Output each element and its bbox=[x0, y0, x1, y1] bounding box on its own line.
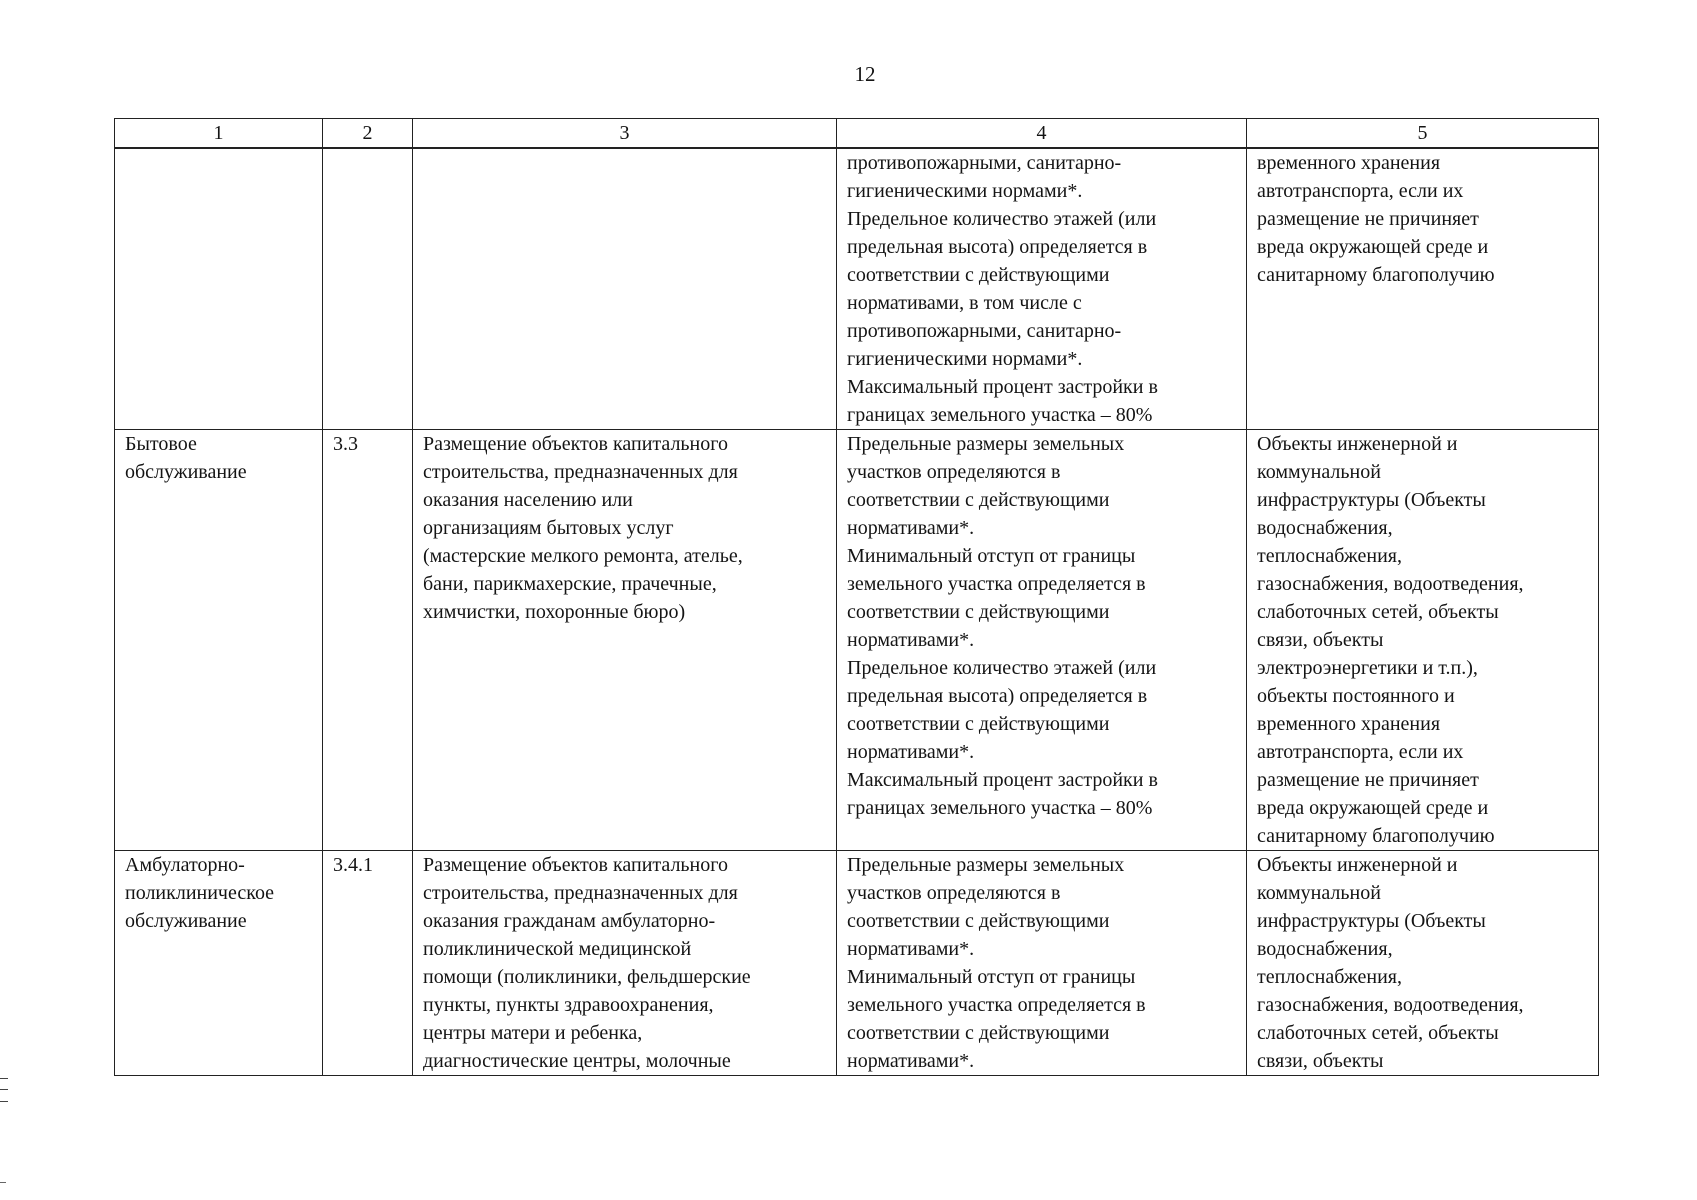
land-use-description-cell bbox=[413, 430, 837, 851]
land-use-name-cell bbox=[115, 148, 323, 430]
text-line: размещение не причиняет bbox=[1257, 208, 1479, 230]
column-header-2: 2 bbox=[323, 119, 413, 149]
land-use-name-cell bbox=[115, 851, 323, 1076]
text-line: бани, парикмахерские, прачечные, bbox=[423, 573, 717, 595]
land-use-description-cell bbox=[413, 851, 837, 1076]
text-line: пункты, пункты здравоохранения, bbox=[423, 994, 714, 1016]
page-number: 12 bbox=[854, 62, 876, 86]
text-line: теплоснабжения, bbox=[1257, 545, 1402, 567]
text-line: противопожарными, санитарно- bbox=[847, 152, 1122, 174]
text-line: строительства, предназначенных для bbox=[423, 461, 738, 483]
text-line: Предельное количество этажей (или bbox=[847, 208, 1157, 230]
text-line: вреда окружающей среде и bbox=[1257, 797, 1489, 819]
text-line: предельная высота) определяется в bbox=[847, 236, 1148, 258]
text-line: земельного участка определяется в bbox=[847, 573, 1146, 595]
text-line: слаботочных сетей, объекты bbox=[1257, 601, 1499, 623]
text-line: коммунальной bbox=[1257, 461, 1381, 483]
text-line: Размещение объектов капитального bbox=[423, 854, 728, 876]
text-line: нормативами, в том числе с bbox=[847, 292, 1082, 314]
text-line: оказания населению или bbox=[423, 489, 633, 511]
text-line: нормативами*. bbox=[847, 741, 975, 763]
text-line: земельного участка определяется в bbox=[847, 994, 1146, 1016]
text-line: вреда окружающей среде и bbox=[1257, 236, 1489, 258]
text-line: размещение не причиняет bbox=[1257, 769, 1479, 791]
scan-margin-dash bbox=[0, 1182, 6, 1183]
text-line: нормативами*. bbox=[847, 629, 975, 651]
text-line: диагностические центры, молочные bbox=[423, 1050, 731, 1072]
text-line: газоснабжения, водоотведения, bbox=[1257, 573, 1524, 595]
text-line: предельная высота) определяется в bbox=[847, 685, 1148, 707]
text-line: границах земельного участка – 80% bbox=[847, 797, 1153, 819]
parameters-cell bbox=[837, 148, 1247, 430]
text-line: помощи (поликлиники, фельдшерские bbox=[423, 966, 751, 988]
text-line: поликлинической медицинской bbox=[423, 938, 692, 960]
text-line: временного хранения bbox=[1257, 152, 1441, 174]
land-use-description-cell bbox=[413, 148, 837, 430]
text-line: нормативами*. bbox=[847, 1050, 975, 1072]
text-line: обслуживание bbox=[125, 910, 247, 932]
parameters-cell bbox=[837, 430, 1247, 851]
parameters-cell bbox=[837, 851, 1247, 1076]
text-line: обслуживание bbox=[125, 461, 247, 483]
text-line: (мастерские мелкого ремонта, ателье, bbox=[423, 545, 743, 567]
land-use-table bbox=[114, 118, 1599, 1076]
text-line: соответствии с действующими bbox=[847, 601, 1110, 623]
text-line: водоснабжения, bbox=[1257, 517, 1393, 539]
text-line: инфраструктуры (Объекты bbox=[1257, 489, 1486, 511]
text-line: теплоснабжения, bbox=[1257, 966, 1402, 988]
text-line: центры матери и ребенка, bbox=[423, 1022, 643, 1044]
text-line: автотранспорта, если их bbox=[1257, 741, 1464, 763]
land-use-code-cell bbox=[323, 851, 413, 1076]
text-line: временного хранения bbox=[1257, 713, 1441, 735]
text-line: участков определяются в bbox=[847, 882, 1061, 904]
text-line: оказания гражданам амбулаторно- bbox=[423, 910, 716, 932]
text-line: Объекты инженерной и bbox=[1257, 854, 1458, 876]
auxiliary-uses-cell bbox=[1247, 851, 1599, 1076]
text-line: соответствии с действующими bbox=[847, 489, 1110, 511]
text-line: Предельные размеры земельных bbox=[847, 854, 1125, 876]
text-line: связи, объекты bbox=[1257, 1050, 1384, 1072]
text-line: объекты постоянного и bbox=[1257, 685, 1455, 707]
text-line: санитарному благополучию bbox=[1257, 264, 1495, 286]
text-line: Размещение объектов капитального bbox=[423, 433, 728, 455]
text-line: автотранспорта, если их bbox=[1257, 180, 1464, 202]
text-line: нормативами*. bbox=[847, 938, 975, 960]
text-line: водоснабжения, bbox=[1257, 938, 1393, 960]
text-line: Объекты инженерной и bbox=[1257, 433, 1458, 455]
land-use-name-cell bbox=[115, 430, 323, 851]
text-line: соответствии с действующими bbox=[847, 910, 1110, 932]
land-use-code-cell bbox=[323, 430, 413, 851]
text-line: участков определяются в bbox=[847, 461, 1061, 483]
text-line: соответствии с действующими bbox=[847, 264, 1110, 286]
column-header-3: 3 bbox=[413, 119, 837, 149]
text-line: соответствии с действующими bbox=[847, 1022, 1110, 1044]
text-line: инфраструктуры (Объекты bbox=[1257, 910, 1486, 932]
text-line: Максимальный процент застройки в bbox=[847, 376, 1158, 398]
text-line: Предельное количество этажей (или bbox=[847, 657, 1157, 679]
text-line: Амбулаторно- bbox=[125, 854, 245, 876]
land-use-code-cell bbox=[323, 148, 413, 430]
table-row-continuation bbox=[115, 148, 1599, 430]
text-line: Минимальный отступ от границы bbox=[847, 966, 1136, 988]
table-row-ambulatory bbox=[115, 851, 1599, 1076]
text-line: границах земельного участка – 80% bbox=[847, 404, 1153, 426]
text-line: 3.3 bbox=[333, 433, 358, 455]
auxiliary-uses-cell bbox=[1247, 148, 1599, 430]
text-line: строительства, предназначенных для bbox=[423, 882, 738, 904]
text-line: электроэнергетики и т.п.), bbox=[1257, 657, 1478, 679]
column-header-4: 4 bbox=[837, 119, 1247, 149]
text-line: Минимальный отступ от границы bbox=[847, 545, 1136, 567]
text-line: слаботочных сетей, объекты bbox=[1257, 1022, 1499, 1044]
text-line: санитарному благополучию bbox=[1257, 825, 1495, 847]
scan-margin-mark bbox=[0, 1078, 8, 1102]
text-line: Максимальный процент застройки в bbox=[847, 769, 1158, 791]
column-header-5: 5 bbox=[1247, 119, 1599, 149]
text-line: соответствии с действующими bbox=[847, 713, 1110, 735]
text-line: организациям бытовых услуг bbox=[423, 517, 674, 539]
text-line: Бытовое bbox=[125, 433, 197, 455]
text-line: 3.4.1 bbox=[333, 854, 373, 876]
text-line: коммунальной bbox=[1257, 882, 1381, 904]
text-line: газоснабжения, водоотведения, bbox=[1257, 994, 1524, 1016]
text-line: связи, объекты bbox=[1257, 629, 1384, 651]
text-line: химчистки, похоронные бюро) bbox=[423, 601, 686, 623]
text-line: противопожарными, санитарно- bbox=[847, 320, 1122, 342]
text-line: нормативами*. bbox=[847, 517, 975, 539]
text-line: Предельные размеры земельных bbox=[847, 433, 1125, 455]
auxiliary-uses-cell bbox=[1247, 430, 1599, 851]
table-row-bytovoe bbox=[115, 430, 1599, 851]
text-line: гигиеническими нормами*. bbox=[847, 348, 1083, 370]
text-line: гигиеническими нормами*. bbox=[847, 180, 1083, 202]
table-header-row bbox=[115, 119, 1599, 149]
column-header-1: 1 bbox=[115, 119, 323, 149]
text-line: поликлиническое bbox=[125, 882, 275, 904]
